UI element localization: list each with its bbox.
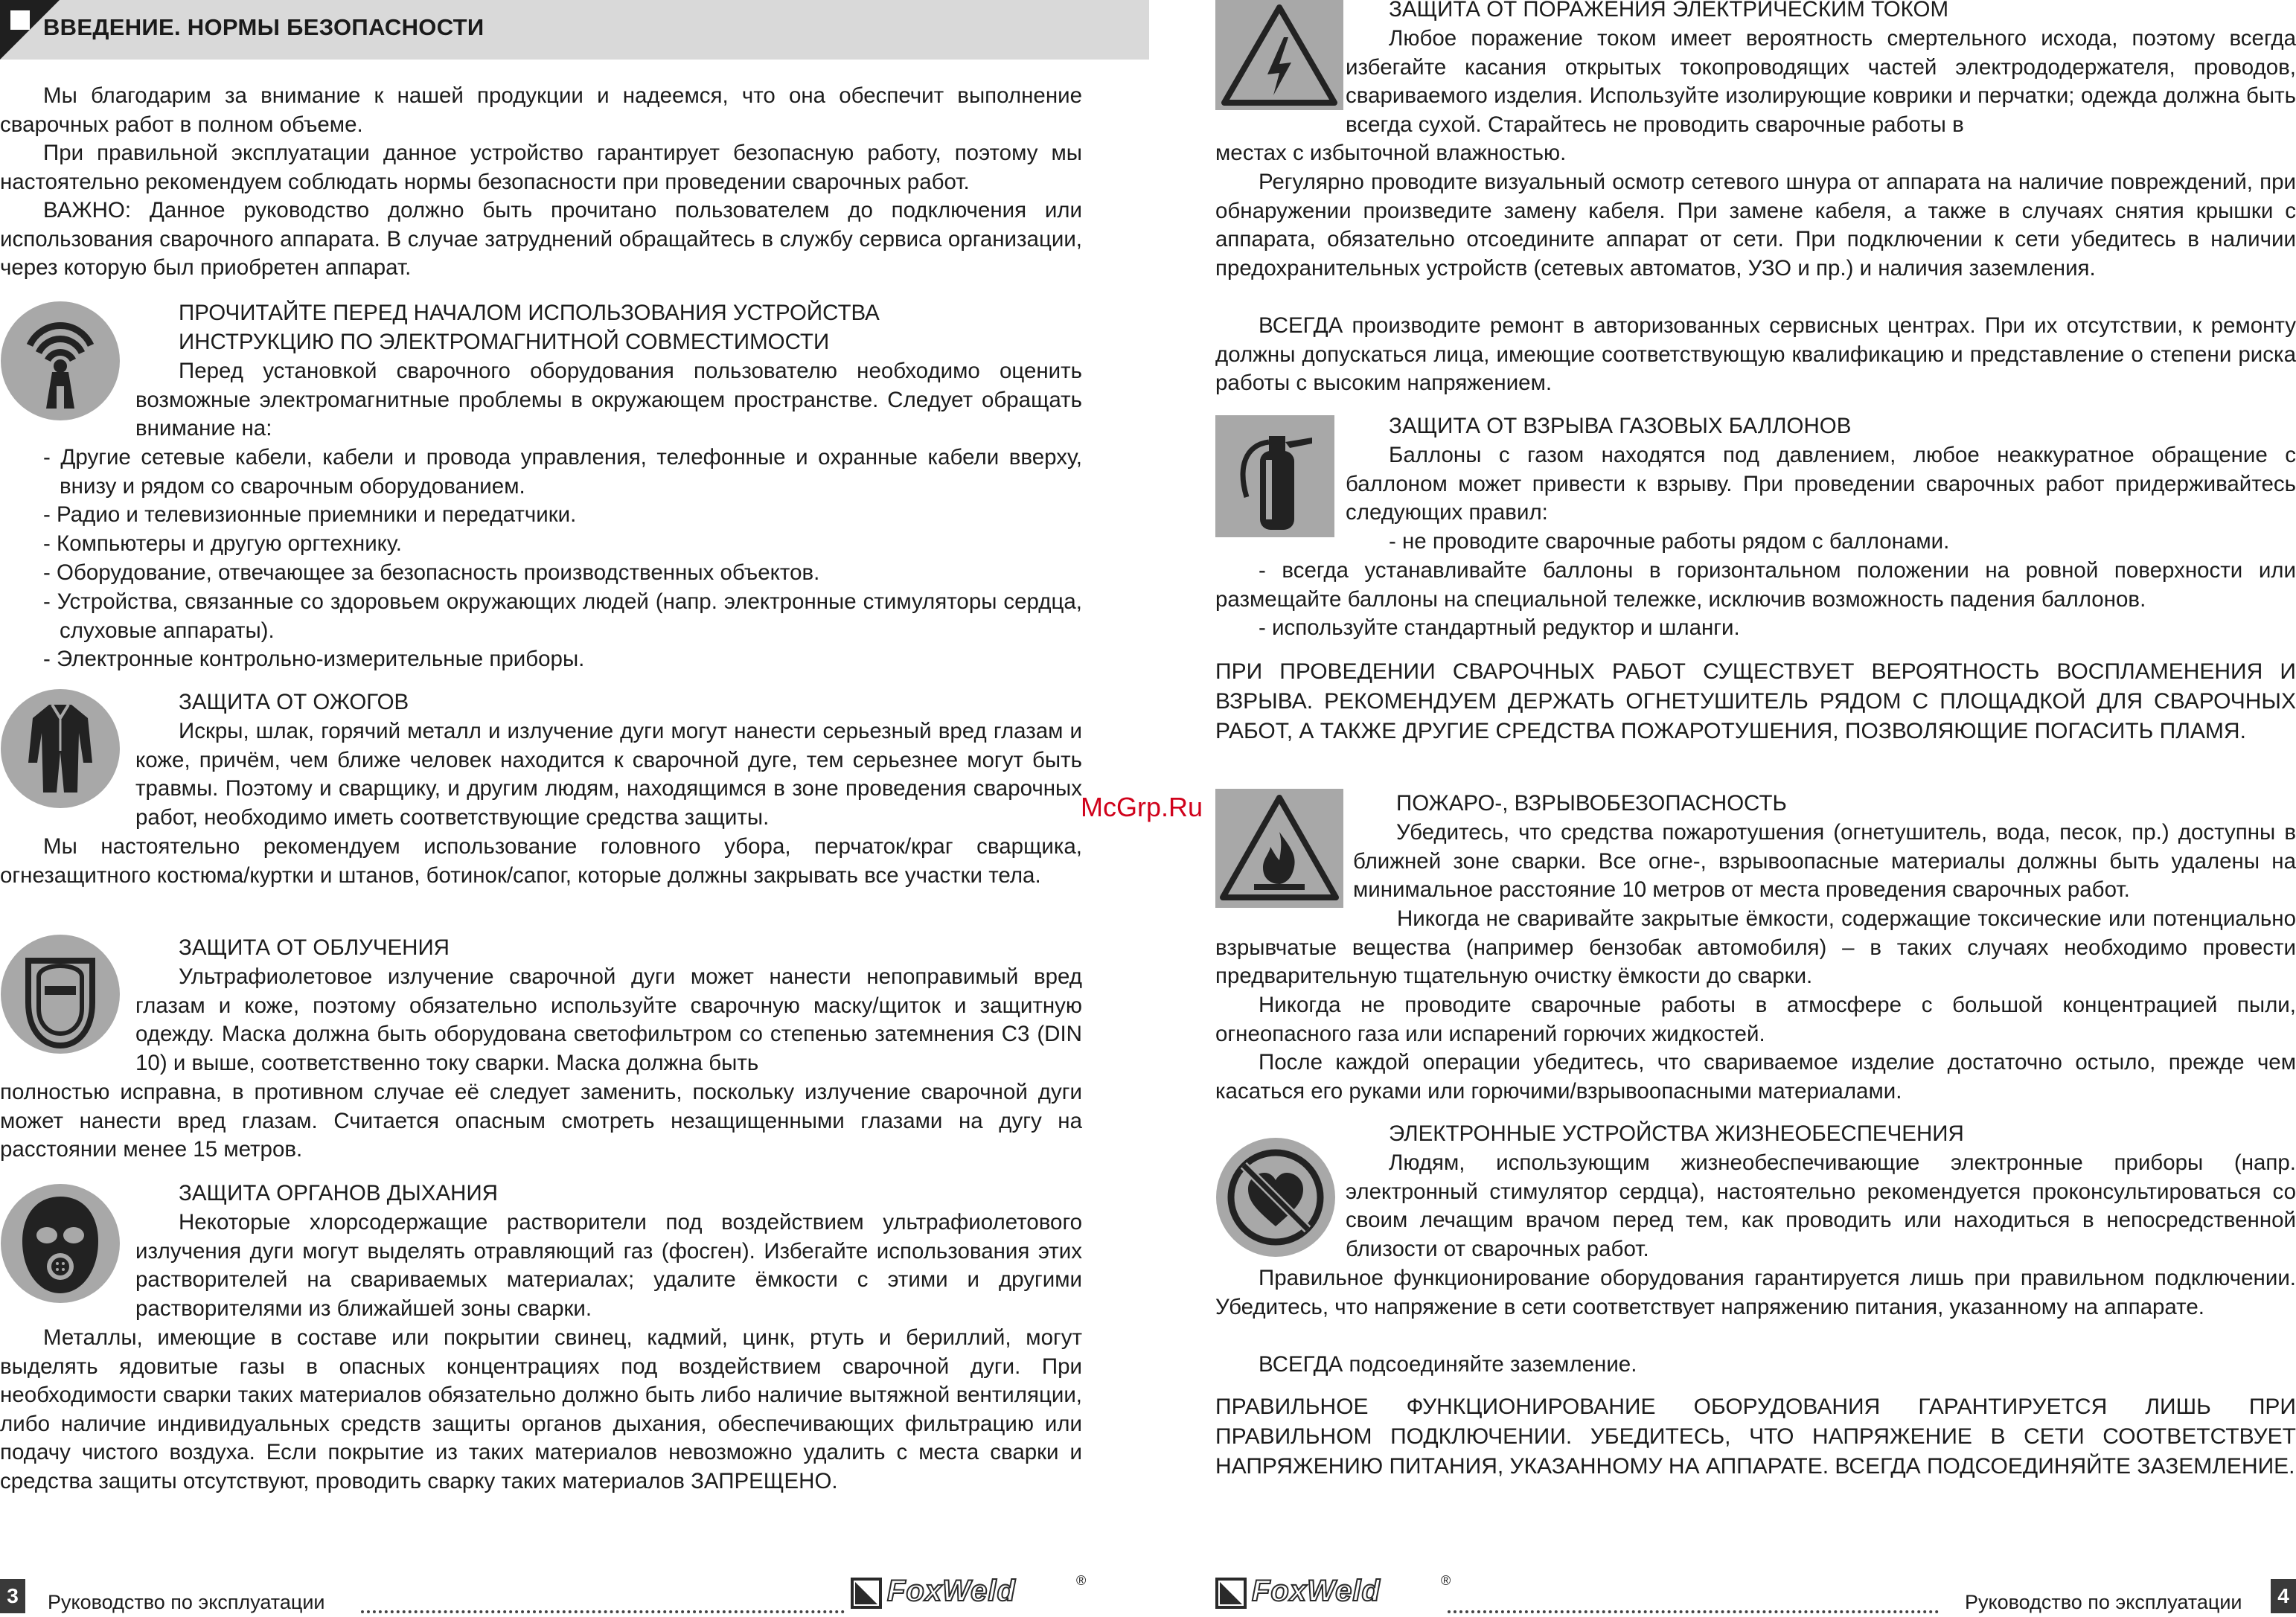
burns-text-1: Искры, шлак, горячий металл и излучение дуги могут нанести серьезный вред глазам и коже, причём, чем ближе человек находится к сварочной дуге, тем серьезнее могут быть травмы. Поэтому и сварщику, и другим людям, находящимся в зоне проведения сварочных работ, необходимо иметь соответствующие средства защиты.	[135, 719, 1082, 830]
electric-title: ЗАЩИТА ОТ ПОРАЖЕНИЯ ЭЛЕКТРИЧЕСКИМ ТОКОМ	[1389, 0, 1949, 22]
gas-item-1: - не проводите сварочные работы рядом с баллонами.	[1389, 529, 1950, 554]
footer-brand-reg-right: ®	[1441, 1573, 1451, 1588]
emc-list-item-1: - Другие сетевые кабели, кабели и провода управления, телефонные и охранные кабели вверху, внизу и рядом со сварочным оборудованием.	[43, 445, 1082, 499]
breath-title: ЗАЩИТА ОРГАНОВ ДЫХАНИЯ	[179, 1181, 498, 1205]
emc-list-item-6: - Электронные контрольно-измерительные приборы.	[43, 647, 585, 671]
life-text-1: Людям, использующим жизнеобеспечивающие электронные приборы (напр. электронный стимулятор сердца), настоятельно рекомендуется проконсультироваться со своим лечащим врачом перед тем, как проводить или находиться в непосредственной близости от сварочных работ.	[1346, 1150, 2296, 1261]
respirator-icon	[0, 1183, 121, 1304]
life-title: ЭЛЕКТРОННЫЕ УСТРОЙСТВА ЖИЗНЕОБЕСПЕЧЕНИЯ	[1389, 1121, 1964, 1146]
page-number-right: 4	[2271, 1579, 2296, 1613]
footer-brand: FoxWeld	[887, 1575, 1016, 1607]
fire-title: ПОЖАРО-, ВЗРЫВОБЕЗОПАСНОСТЬ	[1396, 791, 1787, 816]
life-text-2: Правильное функционирование оборудования гарантируется лишь при правильном подключении. Убедитесь, что напряжение в сети соответствует напряжению питания, указанному на аппарате.	[1215, 1266, 2296, 1319]
emc-list-item-2: - Радио и телевизионные приемники и передатчики.	[43, 502, 577, 527]
footer-dots	[361, 1609, 845, 1613]
electric-text-1: Любое поражение током имеет вероятность смертельного исхода, поэтому всегда избегайте касания открытых токопроводящих частей электрододержателя, проводов, свариваемого изделия. Используйте изолирующие коврики и перчатки; одежда должна быть всегда сухой. Старайтесь не проводить сварочные работы в	[1346, 26, 2296, 137]
burns-title: ЗАЩИТА ОТ ОЖОГОВ	[179, 690, 409, 714]
footer-brand-right: FoxWeld	[1252, 1575, 1381, 1607]
footer-label: Руководство по эксплуатации	[48, 1591, 325, 1613]
no-pacemaker-icon	[1215, 1137, 1336, 1258]
warning-caps-2: ПРАВИЛЬНОЕ ФУНКЦИОНИРОВАНИЕ ОБОРУДОВАНИЯ ГАРАНТИРУЕТСЯ ЛИШЬ ПРИ ПРАВИЛЬНОМ ПОДКЛЮЧЕНИИ. УБЕДИТЕСЬ, ЧТО НАПРЯЖЕНИЕ В СЕТИ СООТВЕТСТВУЕТ НАПРЯЖЕНИЮ ПИТАНИЯ, УКАЗАННОМУ НА АППАРАТЕ. ВСЕГДА ПОДСОЕДИНЯЙТЕ ЗАЗЕМЛЕНИЕ.	[1215, 1395, 2296, 1479]
emc-text: Перед установкой сварочного оборудования пользователю необходимо оценить возможные электромагнитные проблемы в окружающем пространстве. Следует обращать внимание на:	[135, 359, 1082, 441]
intro-paragraph-2: При правильной эксплуатации данное устройство гарантирует безопасную работу, поэтому мы настоятельно рекомендуем соблюдать нормы безопасности при проведении сварочных работ.	[0, 141, 1082, 194]
breath-text-2: Металлы, имеющие в составе или покрытии свинец, кадмий, цинк, ртуть и бериллий, могут выделять ядовитые газы в опасных концентрациях под воздействием сварочной дуги. При необходимости сварки таких материалов обязательно должно быть либо наличие вытяжной вентиляции, либо наличие индивидуальных средств защиты органов дыхания, обеспечивающих фильтрацию или подачу чистого воздуха. Если покрытие из таких материалов невозможно удалить с места сварки и средства защиты отсутствуют, проводить сварку таких материалов ЗАПРЕЩЕНО.	[0, 1325, 1082, 1493]
emc-list-item-5: - Устройства, связанные со здоровьем окружающих людей (напр. электронные стимуляторы сердца, слуховые аппараты).	[43, 589, 1082, 643]
gas-title: ЗАЩИТА ОТ ВЗРЫВА ГАЗОВЫХ БАЛЛОНОВ	[1389, 414, 1852, 438]
warning-caps-1: ПРИ ПРОВЕДЕНИИ СВАРОЧНЫХ РАБОТ СУЩЕСТВУЕТ ВЕРОЯТНОСТЬ ВОСПЛАМЕНЕНИЯ И ВЗРЫВА. РЕКОМЕНДУЕМ ДЕРЖАТЬ ОГНЕТУШИТЕЛЬ РЯДОМ С ПЛОЩАДКОЙ ДЛЯ СВАРОЧНЫХ РАБОТ, А ТАКЖЕ ДРУГИЕ СРЕДСТВА ПОЖАРОТУШЕНИЯ, ПОЗВОЛЯЮЩИЕ ПОГАСИТЬ ПЛАМЯ.	[1215, 659, 2296, 743]
emc-title-1: ПРОЧИТАЙТЕ ПЕРЕД НАЧАЛОМ ИСПОЛЬЗОВАНИЯ УСТРОЙСТВА	[179, 301, 880, 325]
radiation-text-1: Ультрафиолетовое излучение сварочной дуги может нанести непоправимый вред глазам и коже, поэтому обязательно используйте сварочную маску/щиток и защитную одежду. Маска должна быть оборудована светофильтром со степенью затемнения С3 (DIN 10) и выше, соответственно току сварки. Маска должна быть	[135, 964, 1082, 1075]
gas-cylinder-icon	[1215, 415, 1334, 537]
fire-text-3: Никогда не проводите сварочные работы в атмосфере с большой концентрацией пыли, огнеопасного газа или испарений горючих жидкостей.	[1215, 993, 2296, 1046]
section-header-bar	[0, 0, 1149, 60]
fire-text-1: Убедитесь, что средства пожаротушения (огнетушитель, вода, песок, пр.) доступны в ближней зоне сварки. Все огне-, взрывоопасные материалы должны быть удалены на минимальное расстояние 10 метров от места проведения сварочных работ.	[1353, 820, 2296, 903]
emc-list-item-3: - Компьютеры и другую оргтехнику.	[43, 531, 402, 556]
flammable-icon	[1215, 789, 1343, 908]
watermark-text: McGrp.Ru	[1081, 792, 1203, 822]
foxweld-logo-icon-right	[1215, 1578, 1247, 1609]
electric-text-3: ВСЕГДА производите ремонт в авторизованных сервисных центрах. При их отсутствии, к ремонту должны допускаться лица, имеющие соответствующую квалификацию и представление о степени риска работы с высоким напряжением.	[1215, 313, 2296, 396]
emc-title-2: ИНСТРУКЦИЮ ПО ЭЛЕКТРОМАГНИТНОЙ СОВМЕСТИМОСТИ	[179, 330, 830, 354]
gas-text-1: Баллоны с газом находятся под давлением, любое неаккуратное обращение с баллоном может привести к взрыву. При проведении сварочных работ придерживайтесь следующих правил:	[1346, 443, 2296, 525]
radiation-title: ЗАЩИТА ОТ ОБЛУЧЕНИЯ	[179, 935, 450, 960]
intro-paragraph-3: ВАЖНО: Данное руководство должно быть прочитано пользователем до подключения или использования сварочного аппарата. В случае затруднений обращайтесь в службу сервиса организации, через которую был приобретен аппарат.	[0, 198, 1082, 281]
radiation-text-2: полностью исправна, в противном случае её следует заменить, поскольку излучение сварочной дуги может нанести вред глазам. Считается опасным смотреть незащищенными глазами на дугу на расстоянии менее 15 метров.	[0, 1080, 1082, 1162]
emc-list-item-4: - Оборудование, отвечающее за безопасность производственных объектов.	[43, 560, 820, 585]
gas-item-3: - используйте стандартный редуктор и шланги.	[1259, 615, 1740, 640]
intro-paragraph-1: Мы благодарим за внимание к нашей продукции и надеемся, что она обеспечит выполнение сварочных работ в полном объеме.	[0, 83, 1082, 137]
protective-suit-icon	[0, 688, 121, 809]
footer-dots-right	[1448, 1609, 1939, 1613]
section-title: ВВЕДЕНИЕ. НОРМЫ БЕЗОПАСНОСТИ	[43, 14, 485, 40]
high-voltage-icon	[1215, 0, 1343, 110]
electric-text-1b: местах с избыточной влажностью.	[1215, 141, 1567, 165]
burns-text-2: Мы настоятельно рекомендуем использование головного убора, перчаток/краг сварщика, огнезащитного костюма/куртки и штанов, ботинок/сапог, которые должны закрывать все участки тела.	[0, 834, 1082, 888]
fire-text-2: Никогда не сваривайте закрытые ёмкости, содержащие токсические или потенциально взрывчатые вещества (например бензобак автомобиля) – в таких случаях необходимо провести предварительную тщательную очистку ёмкости до сварки.	[1215, 906, 2296, 989]
fire-text-4: После каждой операции убедитесь, что свариваемое изделие достаточно остыло, прежде чем касаться его руками или горючими/взрывоопасными материалами.	[1215, 1050, 2296, 1104]
foxweld-logo-icon	[851, 1578, 882, 1609]
life-text-3: ВСЕГДА подсоединяйте заземление.	[1259, 1352, 1637, 1377]
breath-text-1: Некоторые хлорсодержащие растворители под воздействием ультрафиолетового излучения дуги могут выделять отравляющий газ (фосген). Избегайте использования этих растворителей на свариваемых материалах; удалите ёмкости с этими и другими растворителями из ближайшей зоны сварки.	[135, 1210, 1082, 1321]
page-number: 3	[0, 1579, 25, 1613]
electric-text-2: Регулярно проводите визуальный осмотр сетевого шнура от аппарата на наличие повреждений, при обнаружении произведите замену кабеля. При замене кабеля, а также в случаях снятия крышки с аппарата, обязательно отсоедините аппарат от сети. При подключении к сети убедитесь в наличии предохранительных устройств (сетевых автоматов, УЗО и пр.) и наличия заземления.	[1215, 170, 2296, 281]
footer-brand-reg: ®	[1076, 1573, 1087, 1588]
emc-antenna-icon	[0, 301, 121, 421]
gas-item-2: - всегда устанавливайте баллоны в горизонтальном положении на ровной поверхности или размещайте баллоны на специальной тележке, исключив возможность падения баллонов.	[1215, 558, 2296, 612]
footer-label-right: Руководство по эксплуатации	[1965, 1591, 2242, 1613]
welding-mask-icon	[0, 934, 121, 1054]
